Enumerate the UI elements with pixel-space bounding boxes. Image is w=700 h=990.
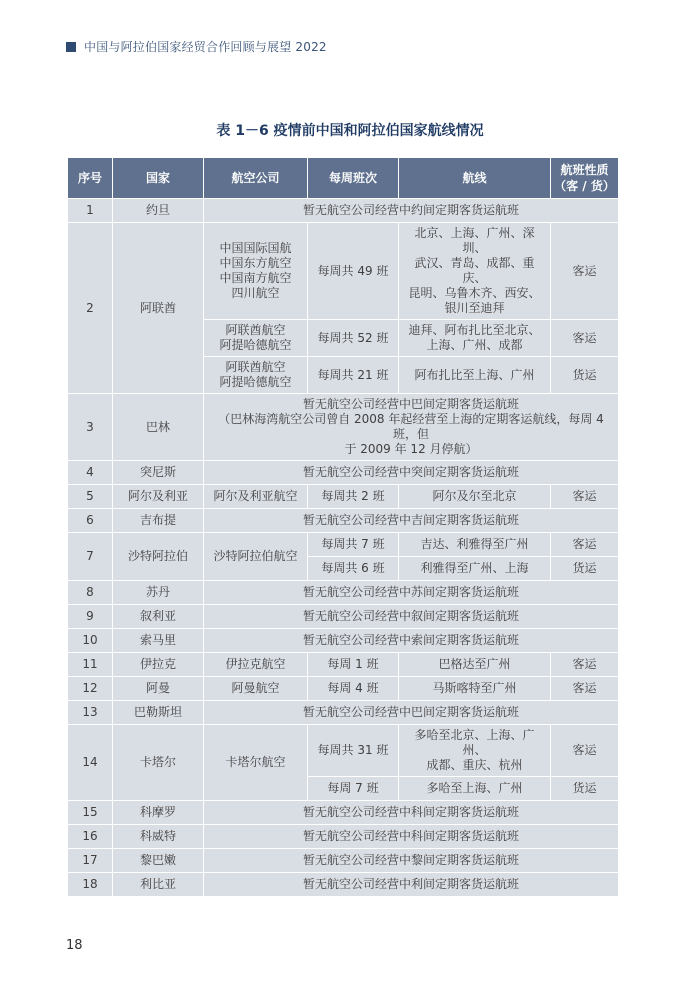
cell-country: 卡塔尔 bbox=[113, 725, 204, 801]
cell-frequency: 每周共 52 班 bbox=[308, 320, 399, 357]
cell-frequency: 每周共 49 班 bbox=[308, 223, 399, 320]
cell-country: 阿尔及利亚 bbox=[113, 485, 204, 509]
cell-frequency: 每周共 31 班 bbox=[308, 725, 399, 777]
cell-note: 暂无航空公司经营中利间定期客货运航班 bbox=[204, 873, 619, 897]
cell-route: 多哈至上海、广州 bbox=[399, 777, 551, 801]
cell-type: 客运 bbox=[551, 653, 619, 677]
table-row bbox=[68, 801, 619, 825]
cell-note: 暂无航空公司经营中突间定期客货运航班 bbox=[204, 461, 619, 485]
col-header-country: 国家 bbox=[113, 158, 204, 199]
table-row bbox=[68, 725, 619, 777]
cell-type: 货运 bbox=[551, 557, 619, 581]
cell-note: 暂无航空公司经营中吉间定期客货运航班 bbox=[204, 509, 619, 533]
cell-type: 客运 bbox=[551, 725, 619, 777]
cell-country: 索马里 bbox=[113, 629, 204, 653]
cell-type: 客运 bbox=[551, 223, 619, 320]
cell-route: 马斯喀特至广州 bbox=[399, 677, 551, 701]
cell-airline: 阿曼航空 bbox=[204, 677, 308, 701]
table-row bbox=[68, 509, 619, 533]
table-row bbox=[68, 394, 619, 461]
cell-no: 10 bbox=[68, 629, 113, 653]
table-row bbox=[68, 533, 619, 557]
cell-no: 15 bbox=[68, 801, 113, 825]
cell-type: 货运 bbox=[551, 357, 619, 394]
table-row bbox=[68, 701, 619, 725]
cell-route: 阿布扎比至上海、广州 bbox=[399, 357, 551, 394]
cell-no: 13 bbox=[68, 701, 113, 725]
cell-note: 暂无航空公司经营中科间定期客货运航班 bbox=[204, 801, 619, 825]
cell-type: 客运 bbox=[551, 533, 619, 557]
cell-no: 12 bbox=[68, 677, 113, 701]
cell-no: 7 bbox=[68, 533, 113, 581]
cell-route: 利雅得至广州、上海 bbox=[399, 557, 551, 581]
cell-no: 8 bbox=[68, 581, 113, 605]
airline-routes-table bbox=[67, 157, 619, 897]
cell-country: 科摩罗 bbox=[113, 801, 204, 825]
cell-type: 客运 bbox=[551, 485, 619, 509]
col-header-frequency: 每周班次 bbox=[308, 158, 399, 199]
cell-no: 1 bbox=[68, 199, 113, 223]
cell-no: 2 bbox=[68, 223, 113, 394]
table-row bbox=[68, 653, 619, 677]
cell-no: 5 bbox=[68, 485, 113, 509]
cell-frequency: 每周共 7 班 bbox=[308, 533, 399, 557]
cell-country: 科威特 bbox=[113, 825, 204, 849]
table-row bbox=[68, 605, 619, 629]
cell-frequency: 每周 1 班 bbox=[308, 653, 399, 677]
cell-country: 吉布提 bbox=[113, 509, 204, 533]
cell-route: 巴格达至广州 bbox=[399, 653, 551, 677]
cell-no: 4 bbox=[68, 461, 113, 485]
col-header-airline: 航空公司 bbox=[204, 158, 308, 199]
cell-airline: 阿尔及利亚航空 bbox=[204, 485, 308, 509]
cell-type: 客运 bbox=[551, 677, 619, 701]
cell-country: 伊拉克 bbox=[113, 653, 204, 677]
cell-note: 暂无航空公司经营中科间定期客货运航班 bbox=[204, 825, 619, 849]
cell-country: 约旦 bbox=[113, 199, 204, 223]
table-row bbox=[68, 677, 619, 701]
cell-country: 阿曼 bbox=[113, 677, 204, 701]
cell-route: 迪拜、阿布扎比至北京、 上海、广州、成都 bbox=[399, 320, 551, 357]
table-row bbox=[68, 629, 619, 653]
header-square-marker bbox=[66, 42, 76, 52]
cell-no: 6 bbox=[68, 509, 113, 533]
page-number: 18 bbox=[66, 938, 83, 953]
cell-no: 9 bbox=[68, 605, 113, 629]
table-row bbox=[68, 873, 619, 897]
cell-country: 利比亚 bbox=[113, 873, 204, 897]
cell-country: 苏丹 bbox=[113, 581, 204, 605]
cell-frequency: 每周 4 班 bbox=[308, 677, 399, 701]
cell-route: 北京、上海、广州、深圳、 武汉、青岛、成都、重庆、 昆明、乌鲁木齐、西安、 银川至迪拜 bbox=[399, 223, 551, 320]
cell-type: 客运 bbox=[551, 320, 619, 357]
cell-frequency: 每周共 2 班 bbox=[308, 485, 399, 509]
cell-note: 暂无航空公司经营中叙间定期客货运航班 bbox=[204, 605, 619, 629]
cell-no: 14 bbox=[68, 725, 113, 801]
cell-country: 巴勒斯坦 bbox=[113, 701, 204, 725]
cell-airline: 卡塔尔航空 bbox=[204, 725, 308, 801]
cell-frequency: 每周共 6 班 bbox=[308, 557, 399, 581]
cell-no: 16 bbox=[68, 825, 113, 849]
table-row bbox=[68, 461, 619, 485]
table-row bbox=[68, 825, 619, 849]
cell-no: 3 bbox=[68, 394, 113, 461]
cell-note: 暂无航空公司经营中巴间定期客货运航班 （巴林海湾航空公司曾自 2008 年起经营至上海的定期客运航线，每周 4 班，但 于 2009 年 12 月停航） bbox=[204, 394, 619, 461]
cell-route: 吉达、利雅得至广州 bbox=[399, 533, 551, 557]
cell-country: 巴林 bbox=[113, 394, 204, 461]
table-row bbox=[68, 849, 619, 873]
cell-country: 叙利亚 bbox=[113, 605, 204, 629]
col-header-type: 航班性质 （客 / 货） bbox=[551, 158, 619, 199]
cell-airline: 阿联酋航空 阿提哈德航空 bbox=[204, 320, 308, 357]
cell-no: 18 bbox=[68, 873, 113, 897]
table-row bbox=[68, 199, 619, 223]
cell-airline: 阿联酋航空 阿提哈德航空 bbox=[204, 357, 308, 394]
cell-airline: 沙特阿拉伯航空 bbox=[204, 533, 308, 581]
cell-airline: 伊拉克航空 bbox=[204, 653, 308, 677]
running-header bbox=[66, 38, 327, 55]
table-row bbox=[68, 485, 619, 509]
cell-note: 暂无航空公司经营中黎间定期客货运航班 bbox=[204, 849, 619, 873]
cell-note: 暂无航空公司经营中索间定期客货运航班 bbox=[204, 629, 619, 653]
cell-note: 暂无航空公司经营中苏间定期客货运航班 bbox=[204, 581, 619, 605]
table-header-row bbox=[68, 158, 619, 199]
cell-country: 阿联酋 bbox=[113, 223, 204, 394]
table-row bbox=[68, 581, 619, 605]
cell-country: 沙特阿拉伯 bbox=[113, 533, 204, 581]
table-title: 表 1－6 疫情前中国和阿拉伯国家航线情况 bbox=[216, 123, 484, 139]
col-header-no: 序号 bbox=[68, 158, 113, 199]
cell-note: 暂无航空公司经营中约间定期客货运航班 bbox=[204, 199, 619, 223]
header-text: 中国与阿拉伯国家经贸合作回顾与展望 2022 bbox=[84, 40, 327, 54]
cell-frequency: 每周共 21 班 bbox=[308, 357, 399, 394]
cell-frequency: 每周 7 班 bbox=[308, 777, 399, 801]
cell-no: 11 bbox=[68, 653, 113, 677]
table-row bbox=[68, 223, 619, 320]
cell-route: 阿尔及尔至北京 bbox=[399, 485, 551, 509]
cell-note: 暂无航空公司经营中巴间定期客货运航班 bbox=[204, 701, 619, 725]
cell-airline: 中国国际国航 中国东方航空 中国南方航空 四川航空 bbox=[204, 223, 308, 320]
col-header-route: 航线 bbox=[399, 158, 551, 199]
cell-no: 17 bbox=[68, 849, 113, 873]
cell-route: 多哈至北京、上海、广州、 成都、重庆、杭州 bbox=[399, 725, 551, 777]
cell-country: 突尼斯 bbox=[113, 461, 204, 485]
cell-country: 黎巴嫩 bbox=[113, 849, 204, 873]
cell-type: 货运 bbox=[551, 777, 619, 801]
